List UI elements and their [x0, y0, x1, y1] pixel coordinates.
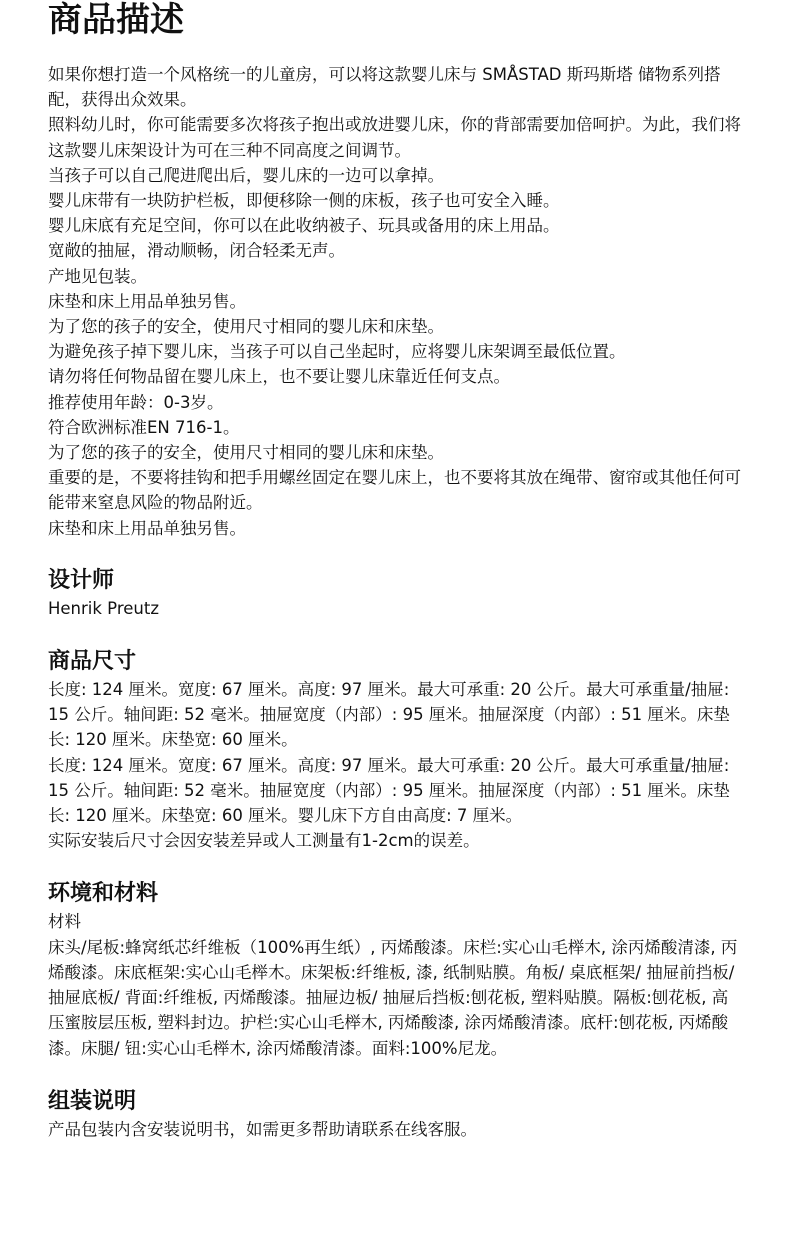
- materials-heading: 环境和材料: [48, 881, 159, 907]
- dimensions-section: [48, 647, 742, 853]
- assembly-section: [48, 1087, 742, 1142]
- designer-heading: 设计师: [48, 567, 115, 593]
- materials-section: [48, 879, 742, 1060]
- description-paragraph: 请勿将任何物品留在婴儿床上，也不要让婴儿床靠近任何支点。: [48, 367, 510, 387]
- description-paragraph: 宽敞的抽屉，滑动顺畅，闭合轻柔无声。: [48, 241, 345, 261]
- designer-name: Henrik Preutz: [48, 598, 160, 618]
- description-paragraph: 当孩子可以自己爬进爬出后，婴儿床的一边可以拿掉。: [48, 165, 444, 185]
- dimensions-line: 长度: 124 厘米。宽度: 67 厘米。高度: 97 厘米。最大可承重: 20 公斤。最大可承重量/抽屉: 15 公斤。轴间距: 52 毫米。抽屉宽度（内部）: 95 厘米。抽屉深度（内部）: 51 厘米。床垫长: 120 厘米。床垫宽: 60 厘米。婴儿床下方自由高度: 7 厘米。: [48, 755, 730, 826]
- product-description: [48, 62, 742, 541]
- description-paragraph: 符合欧洲标准EN 716-1。: [48, 417, 240, 437]
- description-paragraph: 如果你想打造一个风格统一的儿童房，可以将这款婴儿床与 SMÅSTAD 斯玛斯塔 储物系列搭配，获得出众效果。: [48, 65, 721, 110]
- description-paragraph: 床垫和床上用品单独另售。: [48, 518, 246, 538]
- description-paragraph: 产地见包装。: [48, 266, 147, 286]
- materials-text: 床头/尾板:蜂窝纸芯纤维板（100%再生纸）, 丙烯酸漆。床栏:实心山毛榉木, 涂丙烯酸清漆, 丙烯酸漆。床底框架:实心山毛榉木。床架板:纤维板, 漆, 纸制贴膜。角板/ 桌底框架/ 抽屉前挡板/ 抽屉底板/ 背面:纤维板, 丙烯酸漆。抽屉边板/ 抽屉后挡板:刨花板, 塑料贴膜。隔板:刨花板, 高压蜜胺层压板, 塑料封边。护栏:实心山毛榉木, 丙烯酸漆, 涂丙烯酸清漆。底杆:刨花板, 丙烯酸漆。床腿/ 钮:实心山毛榉木, 涂丙烯酸清漆。面料:100%尼龙。: [48, 937, 738, 1058]
- description-paragraph: 推荐使用年龄：0-3岁。: [48, 392, 224, 412]
- assembly-text: 产品包装内含安装说明书，如需更多帮助请联系在线客服。: [48, 1119, 477, 1139]
- description-paragraph: 婴儿床底有充足空间，你可以在此收纳被子、玩具或备用的床上用品。: [48, 216, 560, 236]
- dimensions-note: 实际安装后尺寸会因安装差异或人工测量有1-2cm的误差。: [48, 831, 480, 851]
- description-paragraph: 床垫和床上用品单独另售。: [48, 291, 246, 311]
- description-paragraph: 重要的是，不要将挂钩和把手用螺丝固定在婴儿床上，也不要将其放在绳带、窗帘或其他任何可能带来窒息风险的物品附近。: [48, 468, 741, 513]
- description-paragraph: 为了您的孩子的安全，使用尺寸相同的婴儿床和床垫。: [48, 443, 444, 463]
- description-paragraph: 照料幼儿时，你可能需要多次将孩子抱出或放进婴儿床，你的背部需要加倍呵护。为此，我们将这款婴儿床架设计为可在三种不同高度之间调节。: [48, 115, 741, 160]
- dimensions-heading: 商品尺寸: [48, 649, 137, 675]
- dimensions-line: 长度: 124 厘米。宽度: 67 厘米。高度: 97 厘米。最大可承重: 20 公斤。最大可承重量/抽屉: 15 公斤。轴间距: 52 毫米。抽屉宽度（内部）: 95 厘米。抽屉深度（内部）: 51 厘米。床垫长: 120 厘米。床垫宽: 60 厘米。: [48, 680, 730, 750]
- description-paragraph: 为了您的孩子的安全，使用尺寸相同的婴儿床和床垫。: [48, 317, 444, 337]
- description-paragraph: 婴儿床带有一块防护栏板，即便移除一侧的床板，孩子也可安全入睡。: [48, 191, 560, 211]
- materials-subtitle: 材料: [48, 912, 81, 932]
- assembly-heading: 组装说明: [48, 1088, 137, 1114]
- designer-section: [48, 566, 742, 621]
- description-paragraph: 为避免孩子掉下婴儿床，当孩子可以自己坐起时，应将婴儿床架调至最低位置。: [48, 342, 626, 362]
- page-title: 商品描述: [48, 0, 184, 40]
